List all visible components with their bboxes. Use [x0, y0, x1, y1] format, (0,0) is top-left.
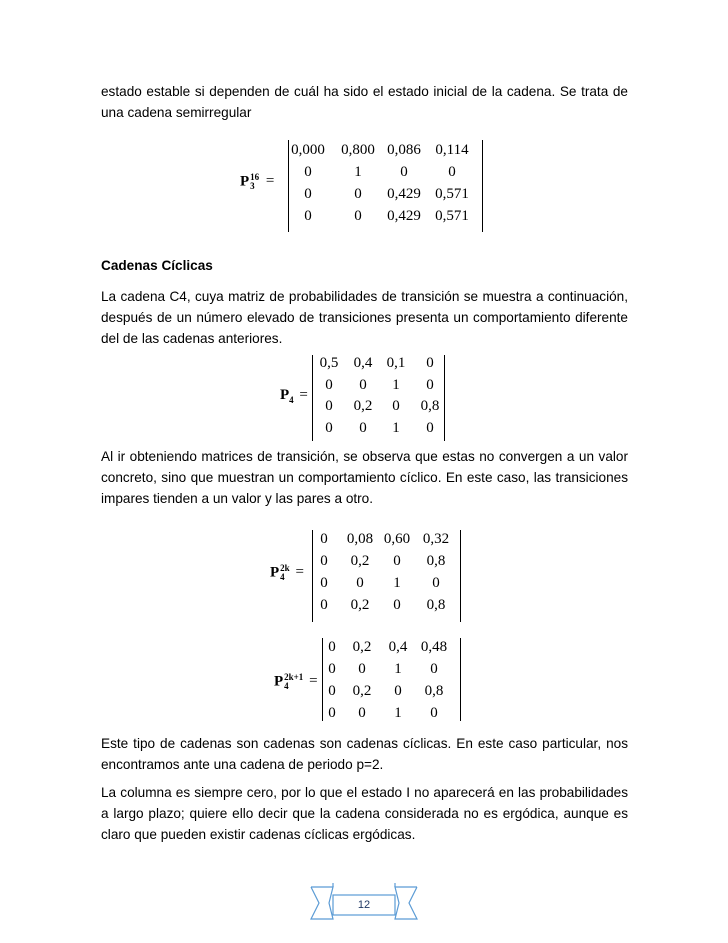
- matrix-cell: 0,32: [422, 531, 450, 547]
- matrix-cell: 0,8: [426, 553, 446, 569]
- matrix-cell: 1: [392, 376, 400, 393]
- matrix-cell: 0: [448, 164, 456, 180]
- matrix-cell: 0: [359, 376, 367, 393]
- matrix-label: P2k+1 4 =: [274, 672, 318, 691]
- matrix-right-bar: [460, 638, 461, 721]
- matrix-cell: 0: [393, 597, 401, 613]
- matrix-cell: 0,8: [424, 683, 444, 699]
- matrix-cell: 0: [432, 575, 440, 591]
- paragraph-c4-description: La cadena C4, cuya matriz de probabilidades de transición se muestra a continuación, después de un número elevado de transiciones presenta un comportamiento diferente del de las cadenas anteriores.: [101, 289, 628, 346]
- matrix-cell: 0,8: [420, 398, 440, 414]
- matrix-cell: 0,2: [352, 639, 372, 655]
- matrix-cell: 0,2: [350, 553, 370, 569]
- matrix-p3-16: [240, 140, 490, 232]
- matrix-cell: 0: [304, 164, 312, 180]
- paragraph-column-zero: La columna es siempre cero, por lo que el estado I no aparecerá en las probabilidades a largo plazo; quiere ello decir que la cadena considerada no es ergódica, aunque es claro que pueden existir cadenas cíclicas ergódicas.: [101, 785, 628, 842]
- matrix-cell: 1: [394, 661, 402, 677]
- matrix-p4: [280, 355, 450, 441]
- matrix-cell: 0: [304, 186, 312, 202]
- matrix-cell: 0,800: [341, 142, 375, 158]
- matrix-cell: 0: [328, 639, 336, 655]
- matrix-cell: 0,4: [388, 639, 408, 655]
- matrix-cell: 0: [392, 398, 400, 414]
- matrix-cell: 0,429: [387, 186, 421, 202]
- matrix-cell: 0: [400, 164, 408, 180]
- matrix-cell: 0: [359, 419, 367, 436]
- matrix-cell: 0: [356, 575, 364, 591]
- matrix-p4-2k: [270, 530, 465, 622]
- matrix-cell: 0: [394, 683, 402, 699]
- matrix-cell: 0,1: [386, 355, 406, 371]
- matrix-cell: 0,08: [346, 531, 374, 547]
- matrix-cell: 0: [430, 661, 438, 677]
- matrix-cell: 0: [325, 398, 333, 414]
- matrix-cell: 0: [393, 553, 401, 569]
- matrix-cell: 0: [320, 531, 328, 547]
- paragraph-intro: estado estable si dependen de cuál ha sido el estado inicial de la cadena. Se trata de una cadena semirregular: [101, 84, 628, 120]
- matrix-cell: 0,086: [387, 142, 421, 158]
- matrix-cell: 1: [394, 705, 402, 721]
- matrix-cell: 0,48: [420, 639, 448, 655]
- page-number: 12: [357, 899, 371, 911]
- matrix-cell: 0,2: [353, 398, 373, 414]
- matrix-cell: 0: [325, 376, 333, 393]
- matrix-cell: 0: [325, 419, 333, 436]
- matrix-cell: 0,114: [435, 142, 469, 158]
- matrix-cell: 0,000: [291, 142, 325, 158]
- matrix-cell: 0: [328, 661, 336, 677]
- matrix-cell: 1: [392, 419, 400, 436]
- matrix-cell: 0,2: [352, 683, 372, 699]
- matrix-cell: 0: [426, 376, 434, 393]
- matrix-cell: 0: [430, 705, 438, 721]
- matrix-cell: 0: [426, 419, 434, 436]
- matrix-label: P2k 4 =: [270, 563, 304, 582]
- matrix-cell: 0,60: [383, 531, 411, 547]
- section-heading: Cadenas Cíclicas: [101, 258, 213, 273]
- matrix-cell: 0: [320, 575, 328, 591]
- matrix-cell: 0,8: [426, 597, 446, 613]
- matrix-cell: 0: [328, 705, 336, 721]
- matrix-label: P16 3 =: [240, 172, 275, 191]
- matrix-cell: 0,2: [350, 597, 370, 613]
- matrix-cell: 1: [354, 164, 362, 180]
- matrix-p4-2k1: [274, 638, 464, 721]
- matrix-cell: 0,5: [319, 355, 339, 371]
- matrix-cell: 0: [358, 705, 366, 721]
- matrix-label: $P_4$ =: [280, 387, 308, 405]
- matrix-cell: 0: [354, 186, 362, 202]
- matrix-right-bar: [482, 140, 483, 232]
- matrix-cell: 0: [358, 661, 366, 677]
- paragraph-observation: Al ir obteniendo matrices de transición, se observa que estas no convergen a un valor concreto, sino que muestran un comportamiento cíclico. En este caso, las transiciones impares tienden a un valor y las pares a otro.: [101, 449, 628, 506]
- matrix-cell: 0,429: [387, 208, 421, 224]
- matrix-cell: 1: [393, 575, 401, 591]
- matrix-right-bar: [460, 530, 461, 622]
- paragraph-cyclic-type: Este tipo de cadenas son cadenas son cadenas cíclicas. En este caso particular, nos encontramos ante una cadena de periodo p=2.: [101, 736, 628, 772]
- matrix-cell: 0: [320, 597, 328, 613]
- matrix-cell: 0: [354, 208, 362, 224]
- matrix-cell: 0: [304, 208, 312, 224]
- matrix-cell: 0,571: [435, 186, 469, 202]
- matrix-cell: 0: [320, 553, 328, 569]
- matrix-cell: 0,4: [353, 355, 373, 371]
- matrix-cell: 0: [426, 355, 434, 371]
- matrix-cell: 0: [328, 683, 336, 699]
- matrix-cell: 0,571: [435, 208, 469, 224]
